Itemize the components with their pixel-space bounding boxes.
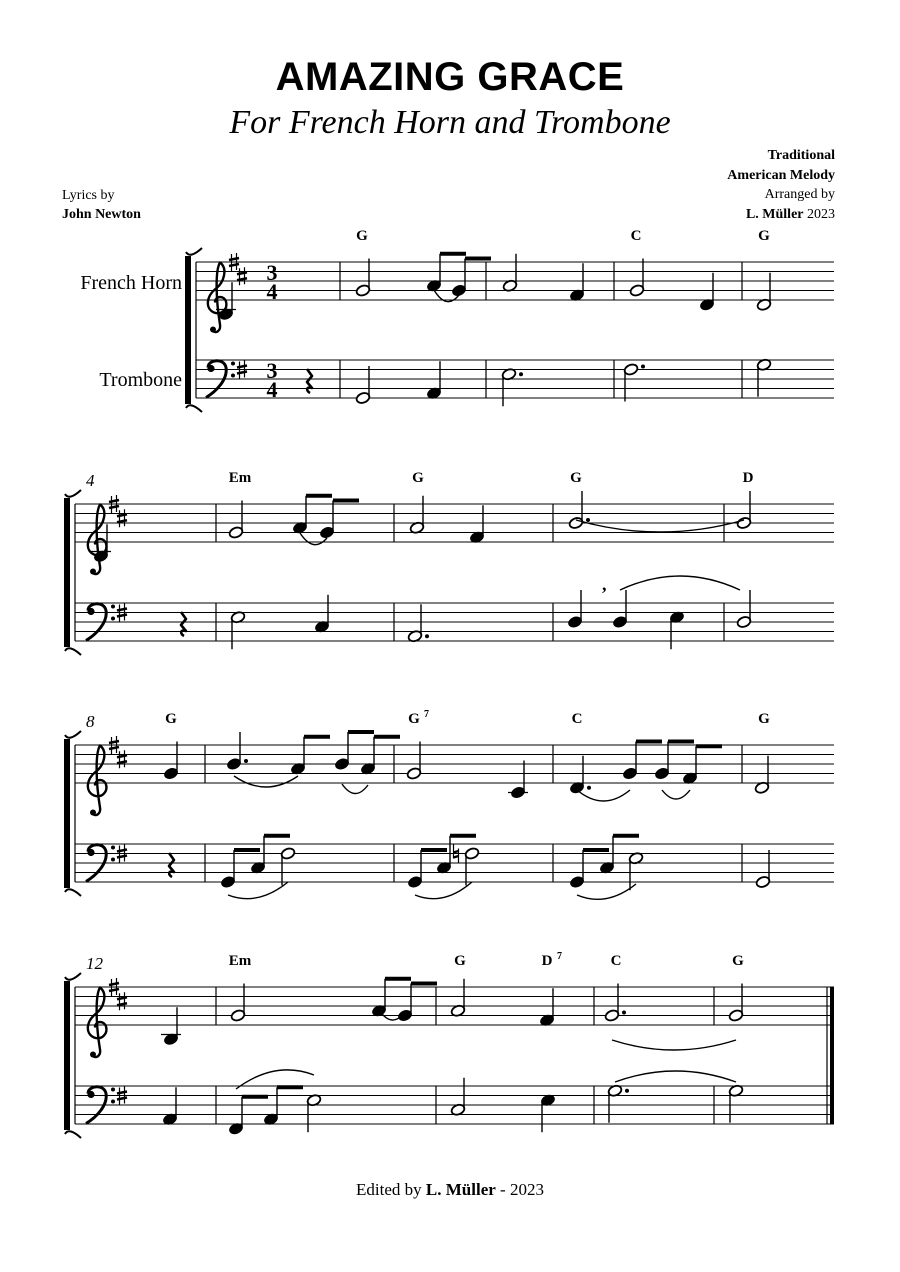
slur-curve [228, 882, 288, 899]
lyricist-name: John Newton [62, 207, 141, 222]
bracket-top [65, 731, 81, 738]
bracket-top [186, 248, 202, 255]
chord-symbol: G [454, 953, 466, 969]
chord-symbol: G [732, 953, 744, 969]
measure-number: 12 [86, 954, 103, 973]
chord-symbol: G [408, 711, 420, 727]
chord-symbol: C [610, 953, 622, 969]
chord-symbol: G [758, 228, 770, 244]
lyrics-label: Lyrics by [62, 188, 115, 203]
chord-symbol: C [571, 711, 583, 727]
page-title: AMAZING GRACE [275, 55, 625, 99]
augmentation-dot [586, 518, 590, 522]
origin-line-2: American Melody [727, 167, 835, 183]
bracket-bottom [186, 405, 202, 412]
chord-symbol: Em [228, 953, 252, 969]
quarter-rest-icon [181, 612, 186, 636]
treble-clef-icon [88, 746, 107, 816]
time-sig-top-bass: 3 [266, 358, 278, 383]
key-sharp-c-icon [237, 267, 247, 285]
augmentation-dot [625, 1089, 629, 1093]
page-subtitle: For French Horn and Trombone [229, 104, 671, 141]
slur-curve [620, 576, 740, 590]
chord-symbol: G [356, 228, 368, 244]
treble-clef-icon [208, 263, 227, 333]
key-sharp-c-icon [117, 750, 127, 768]
instrument-name-horn: French Horn [80, 272, 182, 294]
chord-symbol: D [742, 470, 754, 486]
arrangement-year: 2023 [807, 206, 835, 222]
treble-clef-icon [88, 505, 107, 575]
slur-curve [662, 790, 690, 799]
augmentation-dot [641, 365, 645, 369]
slur-curve [576, 520, 744, 532]
arranger-name: L. Müller [745, 206, 804, 222]
footer-editor: L. Müller [425, 1180, 496, 1199]
footer-suffix: - 2023 [500, 1180, 544, 1199]
slur-curve [234, 776, 298, 787]
chord-symbol: G [570, 470, 582, 486]
chord-symbol: G [758, 711, 770, 727]
measure-number: 8 [86, 712, 95, 731]
augmentation-dot [587, 786, 591, 790]
key-sharp-c-icon [117, 992, 127, 1010]
chord-superscript: 7 [424, 709, 429, 720]
quarter-rest-icon [169, 853, 174, 877]
treble-clef-icon [88, 988, 107, 1058]
slur-curve [342, 784, 368, 794]
chord-symbol: G [165, 711, 177, 727]
augmentation-dot [244, 759, 248, 763]
quarter-rest-icon [307, 369, 312, 393]
bracket-bottom [65, 648, 81, 655]
chord-superscript: 7 [557, 951, 562, 962]
origin-line-1: Traditional [767, 148, 835, 163]
breath-mark: , [602, 574, 607, 594]
footer-credit [0, 1180, 900, 1200]
chord-symbol: G [412, 470, 424, 486]
time-sig-top: 3 [266, 260, 278, 285]
slur-curve [615, 1071, 736, 1082]
chord-symbol: D [541, 953, 553, 969]
key-sharp-c-icon [117, 509, 127, 527]
time-sig-bottom-bass: 4 [266, 377, 278, 402]
arranged-label: Arranged by [764, 187, 835, 202]
augmentation-dot [425, 634, 429, 638]
slur-curve [612, 1040, 736, 1050]
chord-symbol: Em [228, 470, 252, 486]
slur-curve [415, 882, 472, 899]
time-sig-bottom: 4 [266, 279, 278, 304]
chord-symbol: C [630, 228, 642, 244]
measure-number: 4 [86, 471, 95, 490]
augmentation-dot [622, 1011, 626, 1015]
bracket-top [65, 490, 81, 497]
bracket-bottom [65, 1131, 81, 1138]
bracket-bottom [65, 889, 81, 896]
footer-prefix: Edited by [356, 1180, 422, 1199]
bracket-top [65, 973, 81, 980]
slur-curve [577, 884, 636, 899]
instrument-name-trombone: Trombone [99, 369, 182, 391]
augmentation-dot [519, 372, 523, 376]
slur-curve [577, 790, 630, 801]
